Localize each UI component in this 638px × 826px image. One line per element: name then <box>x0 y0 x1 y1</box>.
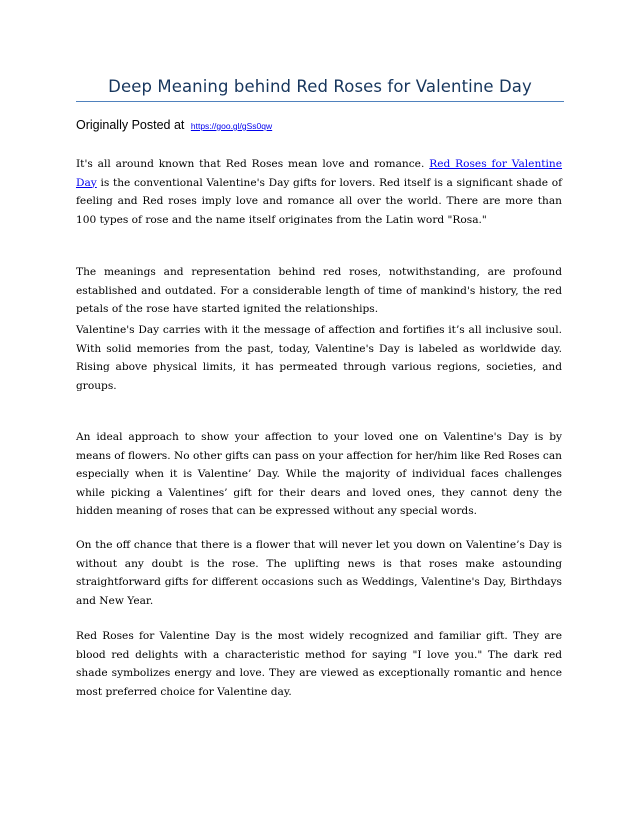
paragraph-5: On the off chance that there is a flower that will never let you down on Valentine’s Day is without any doubt is the rose. The uplifting news is that roses make astounding straightforward gifts for different occasions such as Weddings, Valentine's Day, Birthdays and New Year. <box>76 539 562 607</box>
paragraph-3: Valentine's Day carries with it the message of affection and fortifies it’s all inclusive soul. With solid memories from the past, today, Valentine's Day is labeled as worldwide day. Rising above physical limits, it has permeated through various regions, societies, and groups. <box>76 324 562 392</box>
paragraph-1-text-after: is the conventional Valentine's Day gifts for lovers. Red itself is a significant shade of feeling and Red roses imply love and romance all over the world. There are more than 100 types of rose and the name itself originates from the Latin word "Rosa." <box>76 176 562 226</box>
paragraph-1-text-before: It's all around known that Red Roses mean love and romance. <box>76 158 430 170</box>
paragraph-2: The meanings and representation behind red roses, notwithstanding, are profound established and outdated. For a considerable length of time of mankind's history, the red petals of the rose have started ignited the relationships. <box>76 266 562 315</box>
red-roses-for-valentine-day-link[interactable]: Red Roses for Valentine Day <box>76 158 563 189</box>
paragraph-6: Red Roses for Valentine Day is the most widely recognized and familiar gift. They are blood red delights with a characteristic method for saying "I love you." The dark red shade symbolizes energy and love. They are viewed as exceptionally romantic and hence most preferred choice for Valentine day. <box>76 630 562 698</box>
paragraph-4: An ideal approach to show your affection to your loved one on Valentine's Day is by means of flowers. No other gifts can pass on your affection for her/him like Red Roses can especially when it is Valentine’ Day. While the majority of individual faces challenges while picking a Valentines’ gift for their dears and loved ones, they cannot deny the hidden meaning of roses that can be expressed without any special words. <box>76 431 562 517</box>
title-underline-divider <box>76 101 564 102</box>
source-link[interactable]: https://goo.gl/gSs0qw <box>190 121 273 131</box>
page-title: Deep Meaning behind Red Roses for Valentine Day <box>108 77 532 96</box>
originally-posted-line <box>76 118 272 132</box>
originally-posted-label: Originally Posted at <box>76 118 185 132</box>
paragraph-1 <box>76 155 562 229</box>
